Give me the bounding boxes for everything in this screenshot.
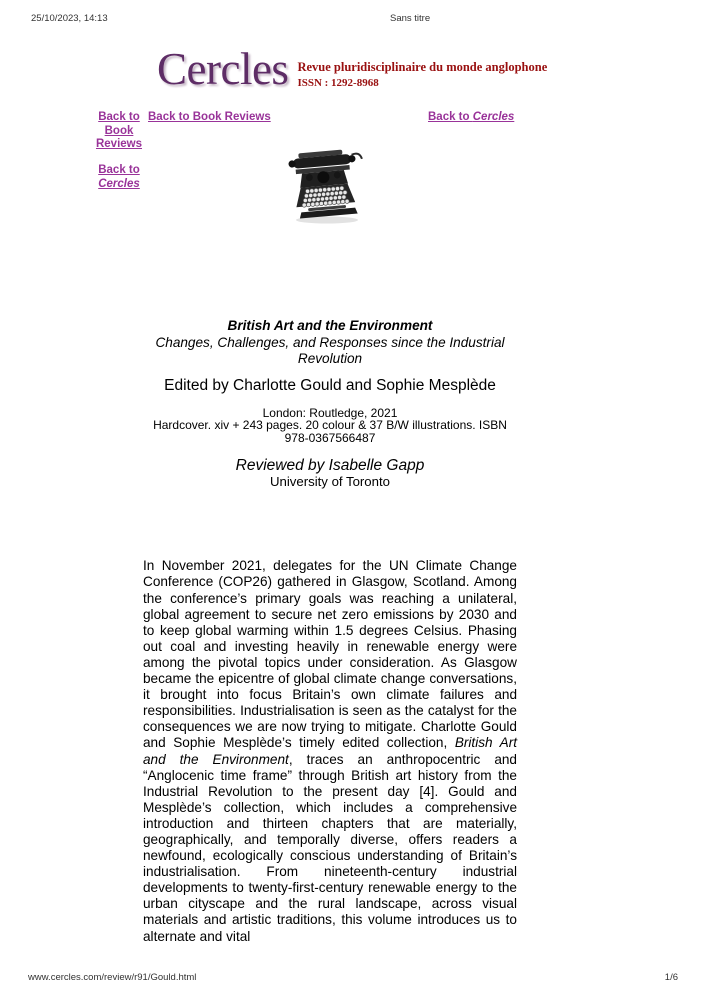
masthead-text-block (297, 60, 547, 90)
typewriter-body (288, 148, 366, 219)
reviewer-affiliation: University of Toronto (270, 473, 390, 489)
cercles-logo: Cercles (157, 44, 289, 94)
book-title: British Art and the Environment (227, 318, 433, 333)
print-footer-url: www.cercles.com/review/r91/Gould.html (28, 972, 197, 983)
masthead-issn: ISSN : 1292-8968 (297, 77, 379, 89)
back-to-cercles-link-top[interactable] (428, 111, 514, 125)
print-footer-page-number: 1/6 (664, 972, 678, 983)
back-to-cercles-left-prefix: Back to (98, 164, 140, 176)
back-to-cercles-link-left[interactable] (95, 164, 143, 191)
imprint-details: Hardcover. xiv + 243 pages. 20 colour & 37 B/W illustrations. ISBN 978-0367566487 (153, 418, 507, 446)
review-paragraph: In November 2021, delegates for the UN Climate Change Conference (COP26) gathered in Glasgow, Scotland. Among the conference’s primary goals was reaching a unilateral, global agreement to secure net zero emissions by 2030 and to keep global warming within 1.5 degrees Celsius. Phasing out coal and investing heavily in renewable energy were among the pivotal topics under consideration. As Glasgow became the epicentre of global climate change conversations, it brought into focus Britain’s own climate failures and responsibilities. Industrialisation is seen as the catalyst for the consequences we are now trying to mitigate. Charlotte Gould and Sophie Mesplède’s timely edited collection, British Art and the Environment, traces an anthropocentric and “Anglocenic time frame” through British art history from the Industrial Revolution to the present day [4]. Gould and Mesplède’s collection, which includes a comprehensive introduction and thirteen chapters that are materially, geographically, and temporally diverse, offers readers a newfound, ecologically conscious understanding of Britain’s industrialisation. From nineteenth-century industrial developments to twenty-first-century renewable energy to the urban cityscape and the rural landscape, across visual materials and artistic traditions, this volume introduces us to alternate and vital (143, 558, 517, 944)
masthead-tagline: Revue pluridisciplinaire du monde anglophone (297, 60, 548, 74)
book-editors: Edited by Charlotte Gould and Sophie Mesplède (164, 376, 496, 394)
book-imprint (143, 407, 517, 445)
masthead (157, 46, 547, 93)
typewriter-image (288, 142, 366, 226)
back-to-cercles-top-prefix: Back to (428, 111, 473, 123)
back-to-book-reviews-link-inline[interactable]: Back to Book Reviews (148, 111, 271, 123)
back-to-cercles-left-italic: Cercles (98, 177, 140, 190)
imprint-publisher: London: Routledge, 2021 (262, 405, 398, 420)
back-to-cercles-top-italic: Cercles (472, 111, 515, 123)
reviewer-line: Reviewed by Isabelle Gapp (235, 456, 425, 474)
print-datetime: 25/10/2023, 14:13 (31, 13, 108, 24)
book-subtitle: Changes, Challenges, and Responses since the Industrial Revolution (155, 334, 505, 366)
print-doc-title: Sans titre (390, 13, 431, 24)
back-to-book-reviews-link-stacked[interactable]: Back to Book Reviews (95, 111, 143, 150)
review-content (143, 318, 517, 945)
